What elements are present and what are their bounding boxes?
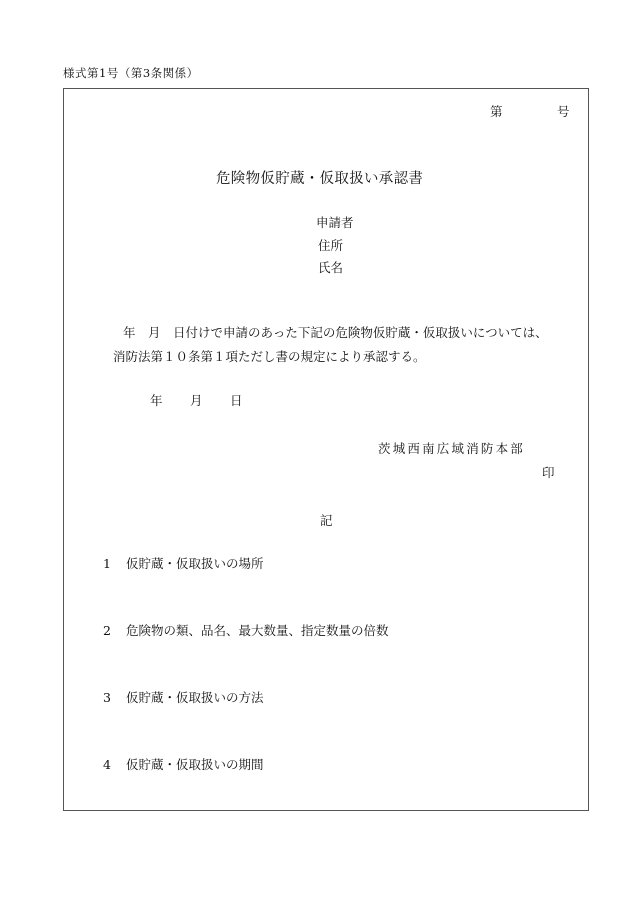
item-label: 仮貯蔵・仮取扱いの期間	[125, 757, 264, 772]
issuer-name: 茨城西南広域消防本部	[378, 441, 526, 456]
form-label: 様式第1号（第3条関係）	[63, 66, 199, 80]
name-label: 氏名	[318, 260, 344, 275]
item-number: 3	[103, 690, 111, 705]
seal-mark: 印	[542, 465, 555, 480]
item-label: 仮貯蔵・仮取扱いの場所	[125, 556, 264, 571]
date-day: 日	[230, 393, 243, 408]
number-suffix: 号	[557, 104, 570, 119]
list-item	[103, 692, 263, 705]
number-prefix: 第	[490, 104, 503, 119]
ki-heading: 記	[320, 513, 333, 528]
item-number: 2	[103, 623, 111, 638]
list-item	[103, 558, 263, 571]
item-number: 4	[103, 757, 111, 772]
list-item	[103, 759, 263, 772]
date-month: 月	[190, 393, 203, 408]
document-title: 危険物仮貯蔵・仮取扱い承認書	[216, 171, 424, 187]
body-line-1: 年 月 日付けで申請のあった下記の危険物仮貯蔵・仮取扱いについては、	[123, 325, 548, 340]
date-year: 年	[150, 393, 163, 408]
item-label: 危険物の類、品名、最大数量、指定数量の倍数	[125, 623, 389, 638]
address-label: 住所	[318, 238, 344, 253]
applicant-label: 申請者	[316, 215, 354, 230]
item-number: 1	[103, 556, 111, 571]
item-label: 仮貯蔵・仮取扱いの方法	[125, 690, 264, 705]
list-item	[103, 625, 388, 638]
body-line-2: 消防法第１０条第１項ただし書の規定により承認する。	[113, 349, 426, 364]
